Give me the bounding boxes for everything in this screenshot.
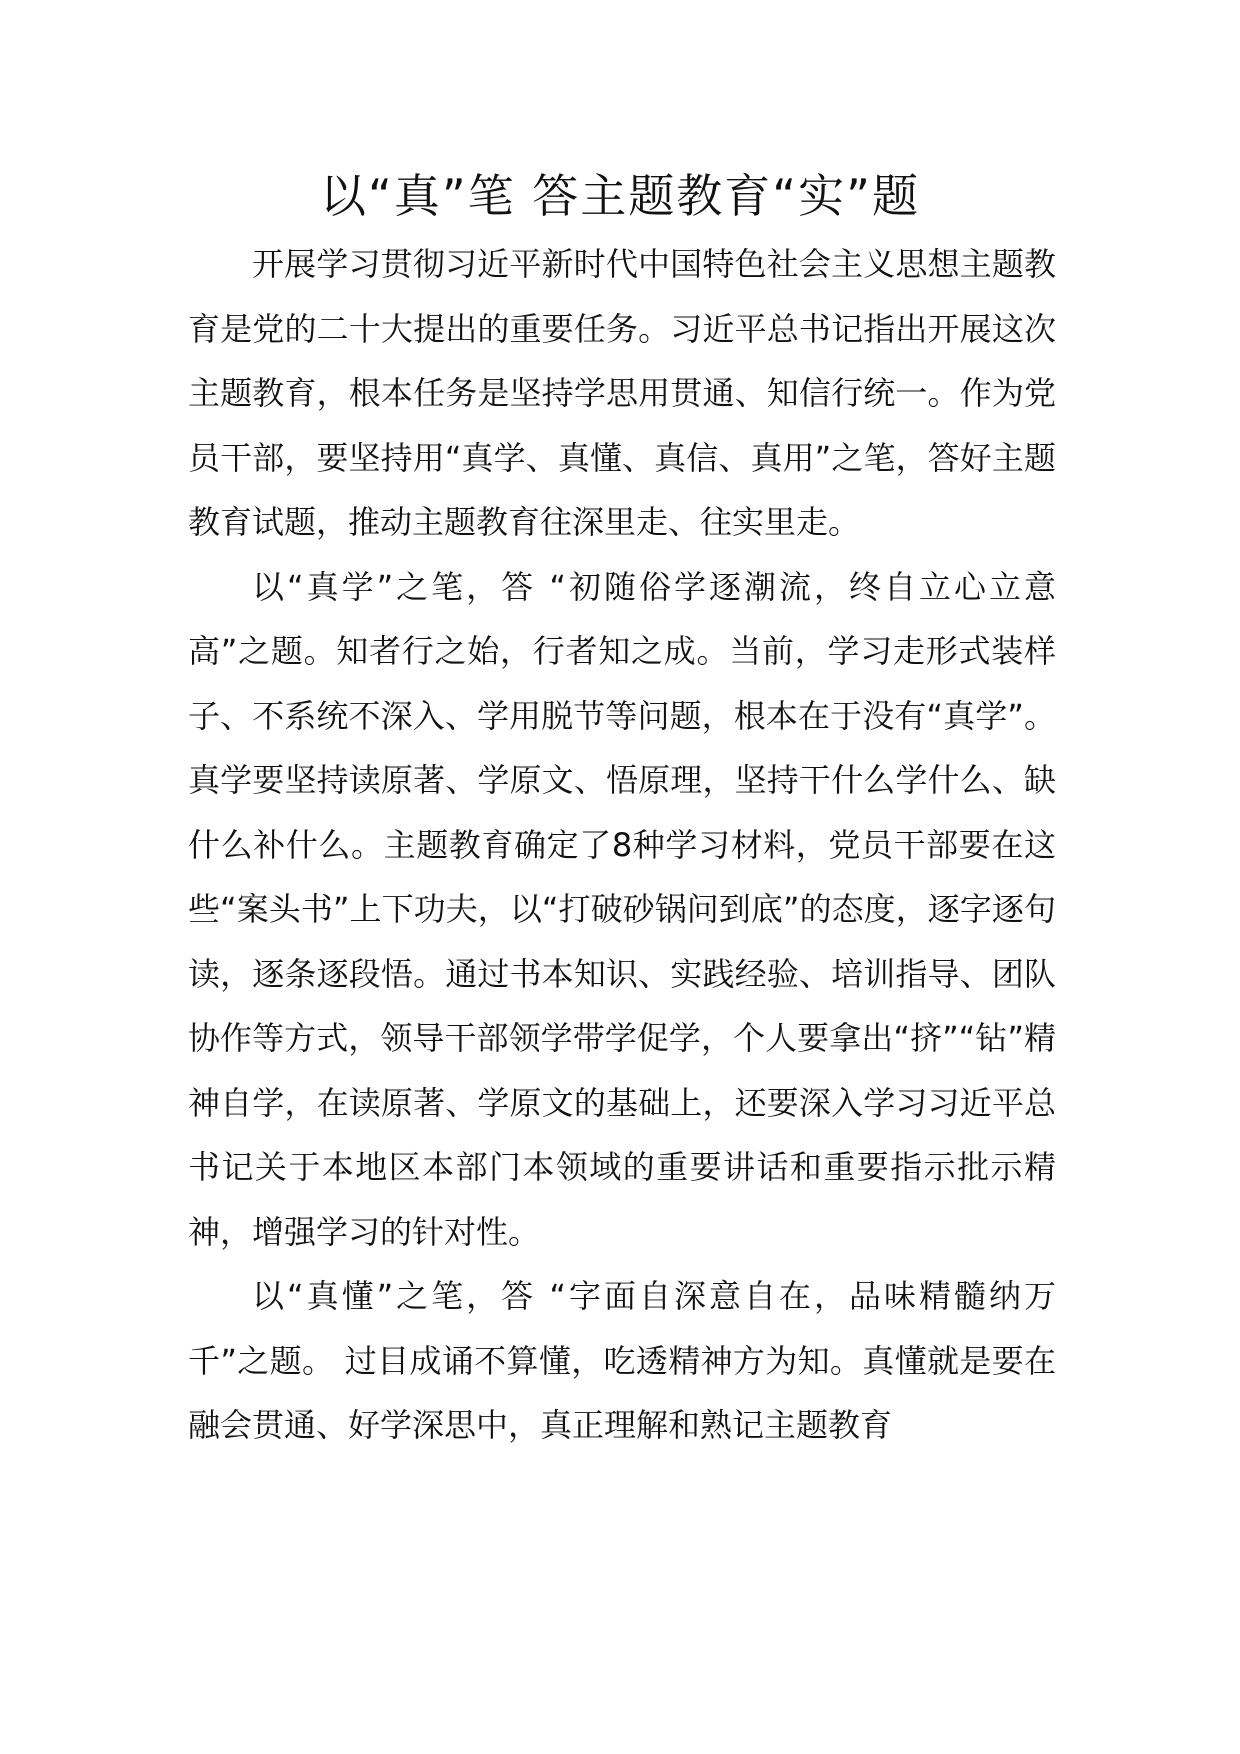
paragraph-intro: 开展学习贯彻习近平新时代中国特色社会主义思想主题教育是党的二十大提出的重要任务。习近平总书记指出开展这次主题教育，根本任务是坚持学思用贯通、知信行统一。作为党员干部，要坚持用“真学、真懂、真信、真用”之笔，答好主题教育试题，推动主题教育往深里走、往实里走。 xyxy=(188,245,1056,541)
paragraph-true-understanding: 以“真懂”之笔，答 “字面自深意自在，品味精髓纳万千”之题。 过目成诵不算懂，吃透精神方为知。真懂就是要在融会贯通、好学深思中，真正理解和熟记主题教育 xyxy=(188,1277,1056,1444)
document-title: 以“真”笔 答主题教育“实”题 xyxy=(320,169,920,223)
paragraph-true-study: 以“真学”之笔，答 “初随俗学逐潮流，终自立心立意高”之题。知者行之始，行者知之成。当前，学习走形式装样子、不系统不深入、学用脱节等问题，根本在于没有“真学”。真学要坚持读原著、学原文、悟原理，坚持干什么学什么、缺什么补什么。主题教育确定了8种学习材料，党员干部要在这些“案头书”上下功夫，以“打破砂锅问到底”的态度，逐字逐句读，逐条逐段悟。通过书本知识、实践经验、培训指导、团队协作等方式，领导干部领学带学促学，个人要拿出“挤”“钻”精神自学，在读原著、学原文的基础上，还要深入学习习近平总书记关于本地区本部门本领域的重要讲话和重要指示批示精神，增强学习的针对性。 xyxy=(188,567,1056,1251)
document-body xyxy=(188,232,1056,1458)
